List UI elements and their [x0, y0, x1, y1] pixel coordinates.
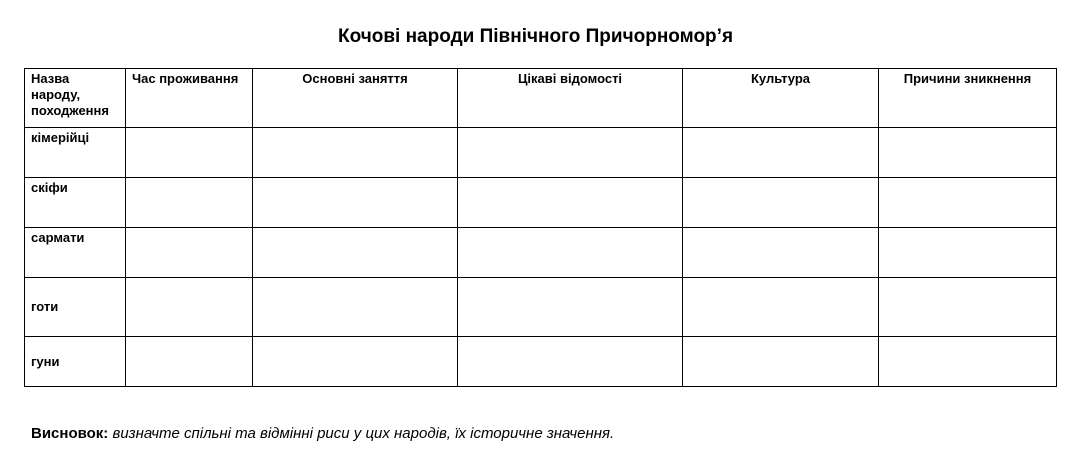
- table-row: [25, 128, 1057, 178]
- table-cell[interactable]: [126, 178, 253, 228]
- table-cell[interactable]: [683, 128, 879, 178]
- table-cell[interactable]: [253, 278, 458, 337]
- table-row: [25, 178, 1057, 228]
- conclusion-text: визначте спільні та відмінні риси у цих народів, їх історичне значення.: [112, 425, 615, 442]
- table-cell[interactable]: [253, 228, 458, 278]
- row-name-cell: сармати: [25, 228, 126, 278]
- conclusion: [31, 424, 614, 444]
- table-cell[interactable]: [458, 178, 683, 228]
- table-cell[interactable]: [458, 128, 683, 178]
- row-name-cell: скіфи: [25, 178, 126, 228]
- table-cell[interactable]: [458, 228, 683, 278]
- table-cell[interactable]: [683, 178, 879, 228]
- table-cell[interactable]: [253, 337, 458, 387]
- column-header-period: Час проживання: [126, 69, 253, 128]
- table-cell[interactable]: [458, 337, 683, 387]
- table-cell[interactable]: [879, 128, 1057, 178]
- column-header-disappearance: Причини зникнення: [879, 69, 1057, 128]
- table-cell[interactable]: [879, 178, 1057, 228]
- table-cell[interactable]: [126, 337, 253, 387]
- table-cell[interactable]: [879, 278, 1057, 337]
- row-name-cell: кімерійці: [25, 128, 126, 178]
- row-name-cell: готи: [25, 278, 126, 337]
- table-cell[interactable]: [253, 178, 458, 228]
- table-cell[interactable]: [458, 278, 683, 337]
- table-cell[interactable]: [683, 278, 879, 337]
- row-name-cell: гуни: [25, 337, 126, 387]
- table-cell[interactable]: [683, 228, 879, 278]
- table-cell[interactable]: [126, 228, 253, 278]
- column-header-culture: Культура: [683, 69, 879, 128]
- table-header-row: [25, 69, 1057, 128]
- page-title: Кочові народи Північного Причорномор’я: [337, 26, 734, 47]
- table-row: [25, 337, 1057, 387]
- table-cell[interactable]: [253, 128, 458, 178]
- table-row: [25, 228, 1057, 278]
- table-cell[interactable]: [879, 337, 1057, 387]
- table-cell[interactable]: [683, 337, 879, 387]
- column-header-facts: Цікаві відомості: [458, 69, 683, 128]
- conclusion-label: Висновок:: [31, 425, 109, 442]
- column-header-occupations: Основні заняття: [253, 69, 458, 128]
- table-cell[interactable]: [126, 128, 253, 178]
- worksheet-table: [24, 68, 1057, 387]
- table-row: [25, 278, 1057, 337]
- column-header-name: Назва народу, походження: [25, 69, 126, 128]
- table-cell[interactable]: [879, 228, 1057, 278]
- table-cell[interactable]: [126, 278, 253, 337]
